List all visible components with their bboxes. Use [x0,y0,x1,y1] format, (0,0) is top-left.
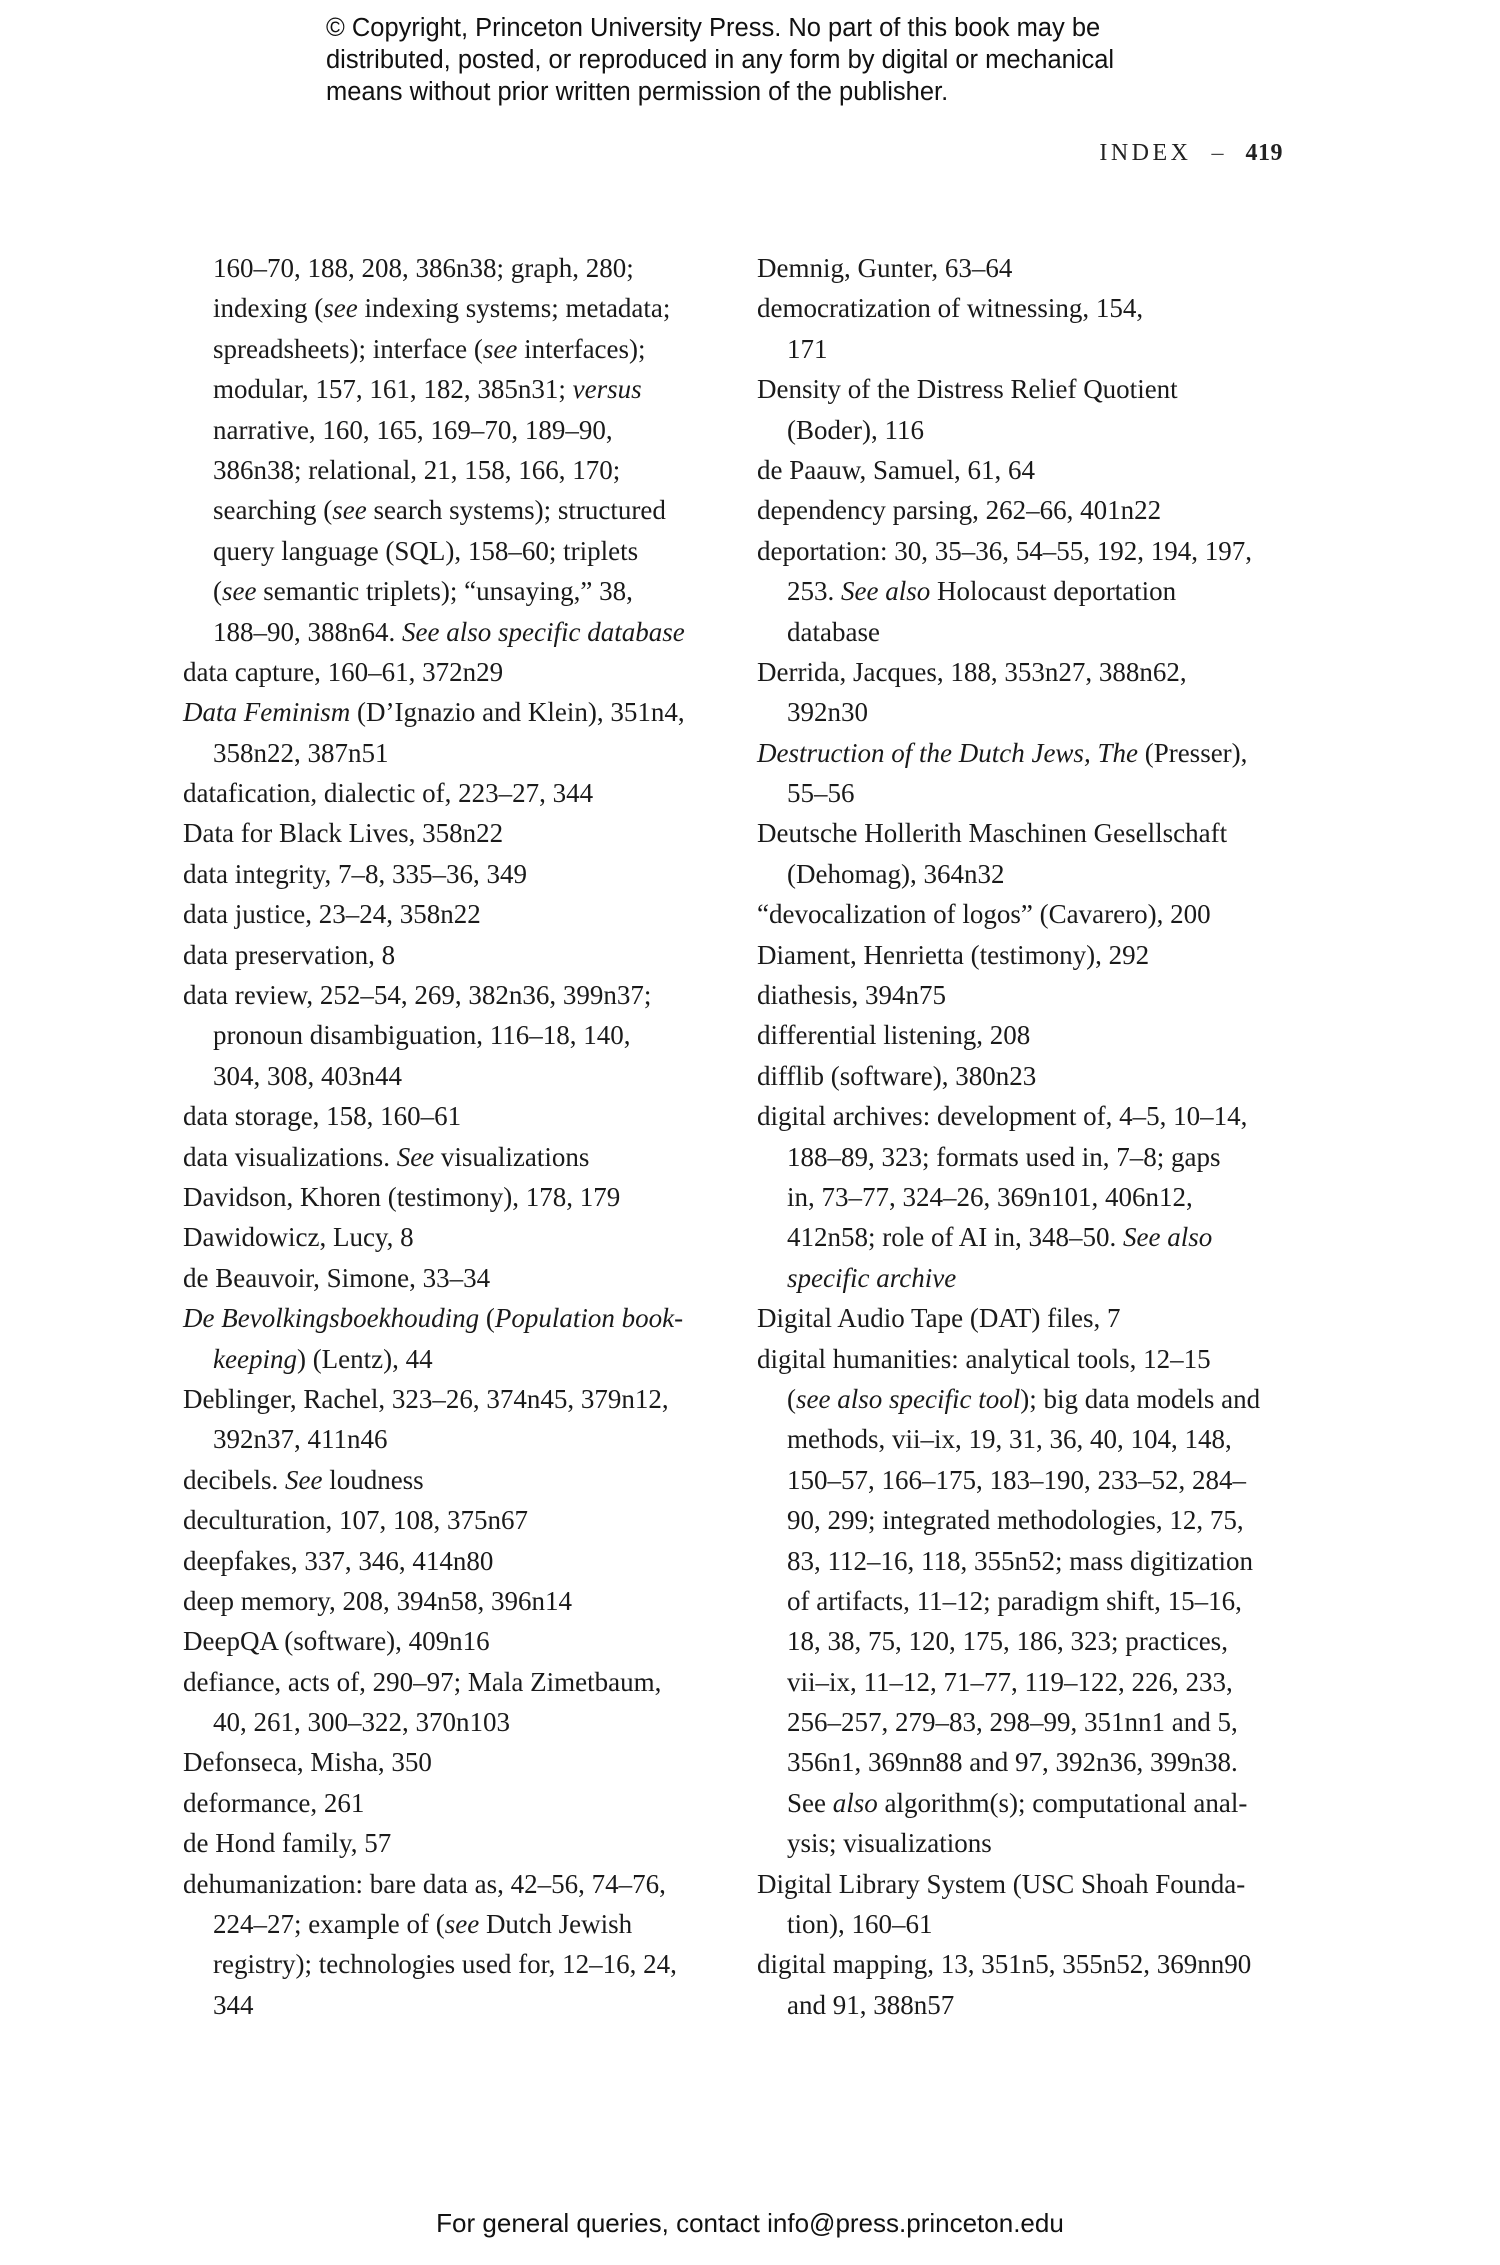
index-entry-continuation [757,1621,1297,1661]
index-entry-continuation [183,531,713,571]
index-text-italic: Destruction of the Dutch Jews, The [757,737,1138,768]
copyright-notice [326,12,1226,108]
copyright-line: means without prior written permission of the publisher. [326,78,949,106]
index-text: Diament, Henrietta (testimony), 292 [757,939,1150,970]
index-entry-continuation [757,1379,1297,1419]
index-text-italic: Population book- [494,1303,684,1334]
index-text: data integrity, 7–8, 335–36, 349 [183,858,527,889]
index-entry-continuation [757,1985,1297,2025]
index-text: (D’Ignazio and Klein), 351n4, [350,697,685,728]
index-text: data visualizations. [183,1141,397,1172]
index-text: data justice, 23–24, 358n22 [183,899,481,930]
index-entry [183,1096,713,1136]
index-text: Davidson, Khoren (testimony), 178, 179 [183,1181,621,1212]
index-text: vii–ix, 11–12, 71–77, 119–122, 226, 233, [787,1666,1233,1697]
index-text: 224–27; example of ( [213,1909,445,1940]
index-text: Deutsche Hollerith Maschinen Gesellschaft [757,818,1228,849]
index-text: democratization of witnessing, 154, [757,293,1144,324]
index-entry-continuation [183,1056,713,1096]
index-entry-continuation [757,1137,1297,1177]
index-text: 188–89, 323; formats used in, 7–8; gaps [787,1141,1221,1172]
index-text-italic: Data Feminism [183,697,351,728]
index-text: pronoun disambiguation, 116–18, 140, [213,1020,631,1051]
index-text-italic: see [323,293,358,324]
index-entry-continuation [757,1217,1297,1257]
index-entry-continuation [757,612,1297,652]
index-entry-continuation [757,1177,1297,1217]
index-entry [183,1258,713,1298]
index-text: methods, vii–ix, 19, 31, 36, 40, 104, 148, [787,1424,1232,1455]
index-text: Data for Black Lives, 358n22 [183,818,504,849]
index-text: deep memory, 208, 394n58, 396n14 [183,1585,572,1616]
index-text: of artifacts, 11–12; paradigm shift, 15–16, [787,1585,1242,1616]
index-text: indexing ( [213,293,324,324]
index-text: loudness [322,1464,424,1495]
index-text: ) (Lentz), 44 [296,1343,433,1374]
index-entry-continuation [183,490,713,530]
index-text: Digital Library System (USC Shoah Founda- [757,1868,1246,1899]
index-entry [183,692,713,732]
running-head [1099,140,1283,167]
index-text: Holocaust deportation [930,576,1177,607]
index-entry-continuation [757,1541,1297,1581]
index-text: Dawidowicz, Lucy, 8 [183,1222,414,1253]
index-entry [757,1096,1297,1136]
index-entry-continuation [757,1702,1297,1742]
index-text: digital mapping, 13, 351n5, 355n52, 369nn90 [757,1949,1252,1980]
index-entry [757,935,1297,975]
index-text: 304, 308, 403n44 [213,1060,402,1091]
index-entry [183,813,713,853]
index-text-italic: also [832,1787,878,1818]
index-text: DeepQA (software), 409n16 [183,1626,490,1657]
index-entry-continuation [757,1662,1297,1702]
index-text-italic: see also specific tool [796,1383,1021,1414]
index-entry [183,854,713,894]
index-entry-continuation [757,1783,1297,1823]
index-entry-continuation [757,1500,1297,1540]
index-text: de Hond family, 57 [183,1828,392,1859]
index-entry-continuation [183,1339,713,1379]
index-text-italic: see [482,333,518,364]
index-text: data capture, 160–61, 372n29 [183,656,504,687]
index-entry-continuation [183,612,713,652]
index-text: Digital Audio Tape (DAT) files, 7 [757,1303,1121,1334]
index-text-italic: specific archive [787,1262,957,1293]
index-text: deculturation, 107, 108, 375n67 [183,1505,528,1536]
index-text: Defonseca, Misha, 350 [183,1747,432,1778]
page-number: 419 [1245,140,1283,166]
index-entry [183,1581,713,1621]
index-entry [757,1864,1297,1904]
index-entry [183,1298,713,1338]
index-text: See [787,1787,833,1818]
index-entry-continuation [757,1258,1297,1298]
index-entry [183,1500,713,1540]
index-text: de Beauvoir, Simone, 33–34 [183,1262,491,1293]
index-entry-continuation [183,1944,713,1984]
index-entry [757,733,1297,773]
index-entry [183,975,713,1015]
index-text-italic: See [284,1464,323,1495]
index-text: registry); technologies used for, 12–16, 24, [213,1949,677,1980]
index-entry-continuation [183,1702,713,1742]
index-entry [183,1217,713,1257]
running-head-separator: – [1211,140,1224,166]
index-entry [757,652,1297,692]
index-text: digital humanities: analytical tools, 12–15 [757,1343,1211,1374]
index-text: ( [787,1383,796,1414]
index-entry-continuation [183,1419,713,1459]
index-entry-continuation [757,410,1297,450]
index-text: modular, 157, 161, 182, 385n31; [213,374,573,405]
index-entry [183,894,713,934]
index-entry [757,1056,1297,1096]
index-text: Demnig, Gunter, 63–64 [757,253,1013,283]
index-text: 188–90, 388n64. [213,616,402,647]
index-text: algorithm(s); computational anal- [877,1787,1248,1818]
index-entry [757,1298,1297,1338]
index-text: 356n1, 369nn88 and 97, 392n36, 399n38. [787,1747,1238,1778]
index-text: Density of the Distress Relief Quotient [757,374,1178,405]
index-text: indexing systems; metadata; [357,293,671,324]
index-text: digital archives: development of, 4–5, 10–14, [757,1101,1248,1132]
index-text: data review, 252–54, 269, 382n36, 399n37; [183,980,652,1011]
index-text: difflib (software), 380n23 [757,1060,1037,1091]
index-entry-continuation [183,571,713,611]
index-text: 18, 38, 75, 120, 175, 186, 323; practices, [787,1626,1228,1657]
index-text: Deblinger, Rachel, 323–26, 374n45, 379n12, [183,1383,669,1414]
index-text: deformance, 261 [183,1787,365,1818]
index-entry [183,1137,713,1177]
index-text-italic: see [332,495,367,526]
index-entry-continuation [757,1460,1297,1500]
index-text-italic: versus [572,374,642,405]
index-text: visualizations [434,1141,590,1172]
index-entry [183,1541,713,1581]
index-text: 90, 299; integrated methodologies, 12, 75, [787,1505,1244,1536]
index-entry [757,894,1297,934]
index-entry-continuation [757,773,1297,813]
index-text: ( [479,1303,495,1334]
index-text: deportation: 30, 35–36, 54–55, 192, 194, 197, [757,535,1252,566]
index-text: data preservation, 8 [183,939,396,970]
index-entry [757,975,1297,1015]
index-entry [757,813,1297,853]
index-column-right [757,248,1297,2025]
index-entry-continuation [757,854,1297,894]
index-entry [757,248,1297,288]
index-text: database [787,616,880,647]
index-entry-continuation [183,1015,713,1055]
index-text: (Boder), 116 [787,414,924,445]
index-entry [183,1823,713,1863]
index-text: 40, 261, 300–322, 370n103 [213,1707,510,1738]
index-column-left [183,248,713,2025]
index-text: 150–57, 166–175, 183–190, 233–52, 284– [787,1464,1246,1495]
copyright-line: © Copyright, Princeton University Press. No part of this book may be [326,14,1101,42]
index-entry-continuation [183,369,713,409]
index-entry [183,1783,713,1823]
index-text: and 91, 388n57 [787,1989,955,2020]
index-text: dehumanization: bare data as, 42–56, 74–76, [183,1868,666,1899]
index-text-italic: see [222,576,257,607]
index-entry [757,490,1297,530]
index-text: 392n30 [787,697,868,728]
index-entry-continuation [183,1985,713,2025]
index-entry-continuation [757,1904,1297,1944]
index-entry-continuation [183,248,713,288]
index-text: (Presser), [1137,737,1248,768]
index-text: ); big data models and [1020,1383,1261,1414]
index-text-italic: See [396,1141,435,1172]
index-text: search systems); structured [366,495,666,526]
index-text: ysis; visualizations [787,1828,992,1859]
index-text: “devocalization of logos” (Cavarero), 200 [757,899,1211,930]
index-text: 392n37, 411n46 [213,1424,388,1455]
index-entry-continuation [757,692,1297,732]
index-text: tion), 160–61 [787,1909,933,1940]
index-entry-continuation [183,288,713,328]
index-text: defiance, acts of, 290–97; Mala Zimetbaum, [183,1666,662,1697]
index-entry [757,1339,1297,1379]
index-entry-continuation [183,1904,713,1944]
index-entry [757,369,1297,409]
index-entry [183,1742,713,1782]
index-entry-continuation [757,1419,1297,1459]
index-text: interfaces); [517,333,646,364]
index-text: deepfakes, 337, 346, 414n80 [183,1545,494,1576]
index-entry [183,1177,713,1217]
index-entry [183,1621,713,1661]
index-text: decibels. [183,1464,285,1495]
index-entry-continuation [757,571,1297,611]
index-text: differential listening, 208 [757,1020,1031,1051]
index-text: 412n58; role of AI in, 348–50. [787,1222,1123,1253]
index-entry [183,773,713,813]
index-text: 160–70, 188, 208, 386n38; graph, 280; [213,253,634,283]
index-text-italic: keeping [213,1343,297,1374]
index-entry [757,450,1297,490]
index-entry-continuation [183,410,713,450]
index-text: ( [213,576,222,607]
index-text: 253. [787,576,841,607]
index-text: spreadsheets); interface ( [213,333,483,364]
index-text-italic: See also [841,576,931,607]
index-text: Derrida, Jacques, 188, 353n27, 388n62, [757,656,1187,687]
index-entry [183,935,713,975]
index-entry [183,1662,713,1702]
index-entry [183,1460,713,1500]
index-entry [757,531,1297,571]
index-text-italic: see [444,1909,480,1940]
index-entry-continuation [183,329,713,369]
index-text-italic: De Bevolkingsboekhouding [183,1303,480,1334]
index-entry-continuation [757,1742,1297,1782]
index-text: 344 [213,1989,254,2020]
index-entry-continuation [757,1581,1297,1621]
index-text: 55–56 [787,778,855,809]
copyright-line: distributed, posted, or reproduced in any form by digital or mechanical [326,46,1115,74]
index-entry [757,1944,1297,1984]
index-text-italic: See also [1122,1222,1213,1253]
index-text: 83, 112–16, 118, 355n52; mass digitization [787,1545,1253,1576]
index-text-italic: See also specific database [402,616,685,647]
index-text: Dutch Jewish [479,1909,633,1940]
section-title: INDEX [1099,140,1192,166]
index-text: searching ( [213,495,333,526]
index-entry [757,288,1297,328]
index-text: 256–257, 279–83, 298–99, 351nn1 and 5, [787,1707,1238,1738]
index-entry [183,1864,713,1904]
index-entry-continuation [757,329,1297,369]
index-text: 171 [787,333,828,364]
index-text: datafication, dialectic of, 223–27, 344 [183,778,594,809]
index-entry [757,1015,1297,1055]
index-entry-continuation [757,1823,1297,1863]
index-text: diathesis, 394n75 [757,980,946,1011]
footer-contact: For general queries, contact info@press.princeton.edu [436,2208,1064,2238]
index-text: dependency parsing, 262–66, 401n22 [757,495,1162,526]
index-text: (Dehomag), 364n32 [787,858,1005,889]
index-entry-continuation [183,733,713,773]
index-text: semantic triplets); “unsaying,” 38, [256,576,633,607]
index-text: data storage, 158, 160–61 [183,1101,462,1132]
index-text: query language (SQL), 158–60; triplets [213,535,639,566]
index-entry [183,1379,713,1419]
index-entry-continuation [183,450,713,490]
index-text: 358n22, 387n51 [213,737,389,768]
index-entry [183,652,713,692]
index-text: de Paauw, Samuel, 61, 64 [757,454,1035,485]
index-text: narrative, 160, 165, 169–70, 189–90, [213,414,613,445]
index-text: 386n38; relational, 21, 158, 166, 170; [213,454,621,485]
index-text: in, 73–77, 324–26, 369n101, 406n12, [787,1181,1193,1212]
